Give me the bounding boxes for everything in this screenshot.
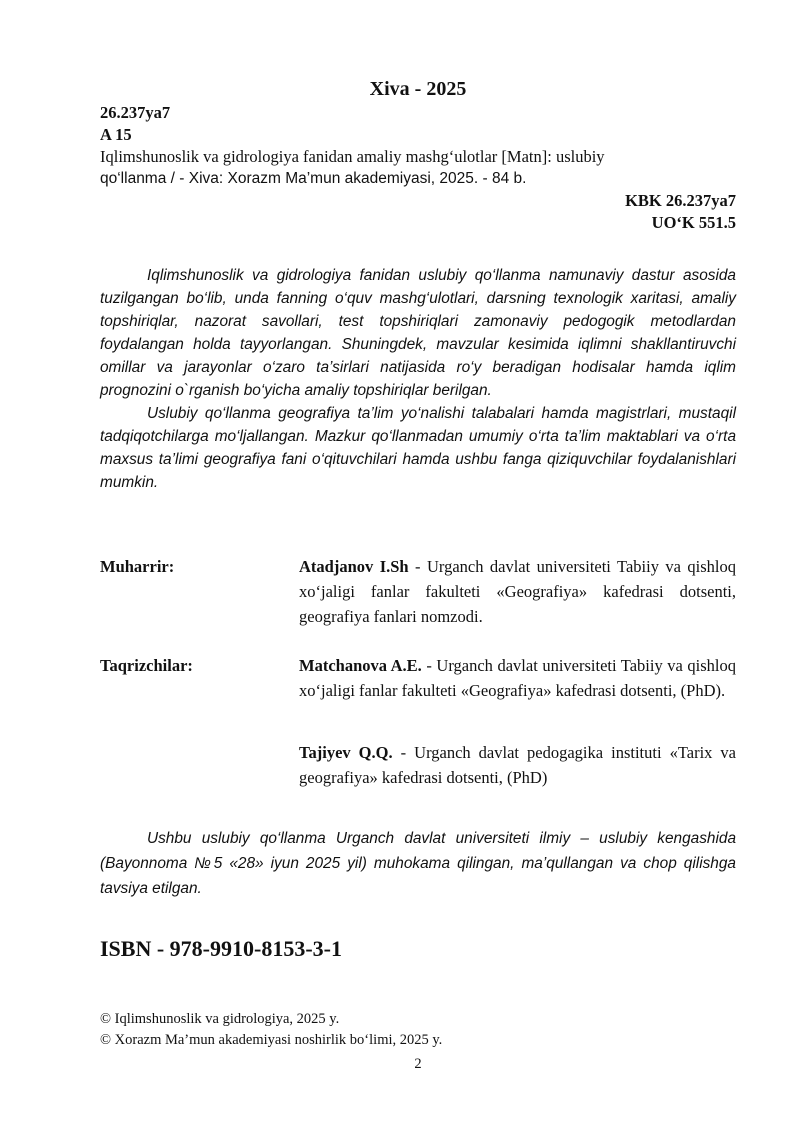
- editor-entry: [299, 554, 736, 629]
- approval-note: [100, 826, 736, 901]
- reviewer-name: Matchanova A.E.: [299, 656, 422, 675]
- abstract-paragraph: Uslubiy qo‘llanma geografiya ta’lim yo‘nalishi talabalari hamda magistrlari, mustaqil tadqiqotchilarga mo‘ljallangan. Mazkur qo‘llanmadan umumiy o‘rta ta’lim maktablari va o‘rta maxsus ta’limi geografiya fani o‘qituvchilari hamda ushbu fanga qiziquvchilar foydalanishlari mumkin.: [100, 405, 736, 491]
- abstract-paragraph: Iqlimshunoslik va gidrologiya fanidan uslubiy qo‘llanma namunaviy dastur asosida tuzilgangan bo‘lib, unda fanning o‘quv mashg‘ulotlari, darsning texnologik xaritasi, amaliy topshiriqlar, nazorat savollari, test topshiriqlari zamonaviy pedogogik metodlardan foydalangan holda tayyorlangan. Shuningdek, mavzular kesimida iqlimni shakllantiruvchi omillar va jarayonlar o‘zaro ta’sirlari natijasida ro‘y beradigan hodisalar hamda iqlim prognozini o`rganish bo‘yicha amaliy topshiriqlar berilgan.: [100, 267, 736, 399]
- uok-code: UO‘K 551.5: [651, 213, 736, 232]
- bibliographic-block: [100, 102, 736, 234]
- editor-info: - Urganch davlat universiteti Tabiiy va qishloq xo‘jaligi fanlar fakulteti «Geografiya» kafedrasi dotsenti, geografiya fanlari nomzodi.: [299, 557, 736, 626]
- kbk-code: KBK 26.237ya7: [625, 191, 736, 210]
- reviewer-entry: [299, 653, 736, 703]
- reviewer-section-2: [100, 740, 736, 794]
- city-year: Xiva - 2025: [369, 78, 467, 100]
- abstract: [100, 264, 736, 494]
- isbn: ISBN - 978-9910-8153-3-1: [100, 936, 342, 961]
- reviewer-name: Tajiyev Q.Q.: [299, 743, 393, 762]
- editor-name: Atadjanov I.Sh: [299, 557, 409, 576]
- approval-text: Ushbu uslubiy qo‘llanma Urganch davlat universiteti ilmiy – uslubiy kengashida (Bayonnoma №5 «28» iyun 2025 yil) muhokama qilingan, ma’qullangan va chop qilishga tavsiya etilgan.: [100, 830, 736, 897]
- copyright-line: © Xorazm Ma’mun akademiyasi noshirlik bo‘limi, 2025 y.: [100, 1032, 443, 1048]
- editor-label: Muharrir:: [100, 557, 175, 576]
- bibliographic-description-line1: Iqlimshunoslik va gidrologiya fanidan amaliy mashg‘ulotlar [Matn]: uslubiy: [100, 147, 605, 166]
- editor-section: [100, 554, 736, 634]
- bibliographic-description-line2: qo‘llanma / - Xiva: Xorazm Ma’mun akademiyasi, 2025. - 84 b.: [100, 170, 527, 187]
- classification-code: 26.237ya7: [100, 103, 171, 122]
- copyright-block: [100, 1009, 442, 1051]
- reviewer-info: - Urganch davlat pedogagika instituti «Tarix va geografiya» kafedrasi dotsenti, (PhD): [299, 743, 737, 787]
- reviewer-info: - Urganch davlat universiteti Tabiiy va qishloq xo‘jaligi fanlar fakulteti «Geografiya» kafedrasi dotsenti, (PhD).: [299, 656, 736, 700]
- reviewer-entry: [299, 740, 736, 790]
- reviewers-section: [100, 653, 736, 733]
- author-mark: A 15: [100, 125, 132, 144]
- reviewers-label: Taqrizchilar:: [100, 656, 193, 675]
- copyright-line: © Iqlimshunoslik va gidrologiya, 2025 y.: [100, 1011, 340, 1027]
- page-number: 2: [414, 1056, 422, 1072]
